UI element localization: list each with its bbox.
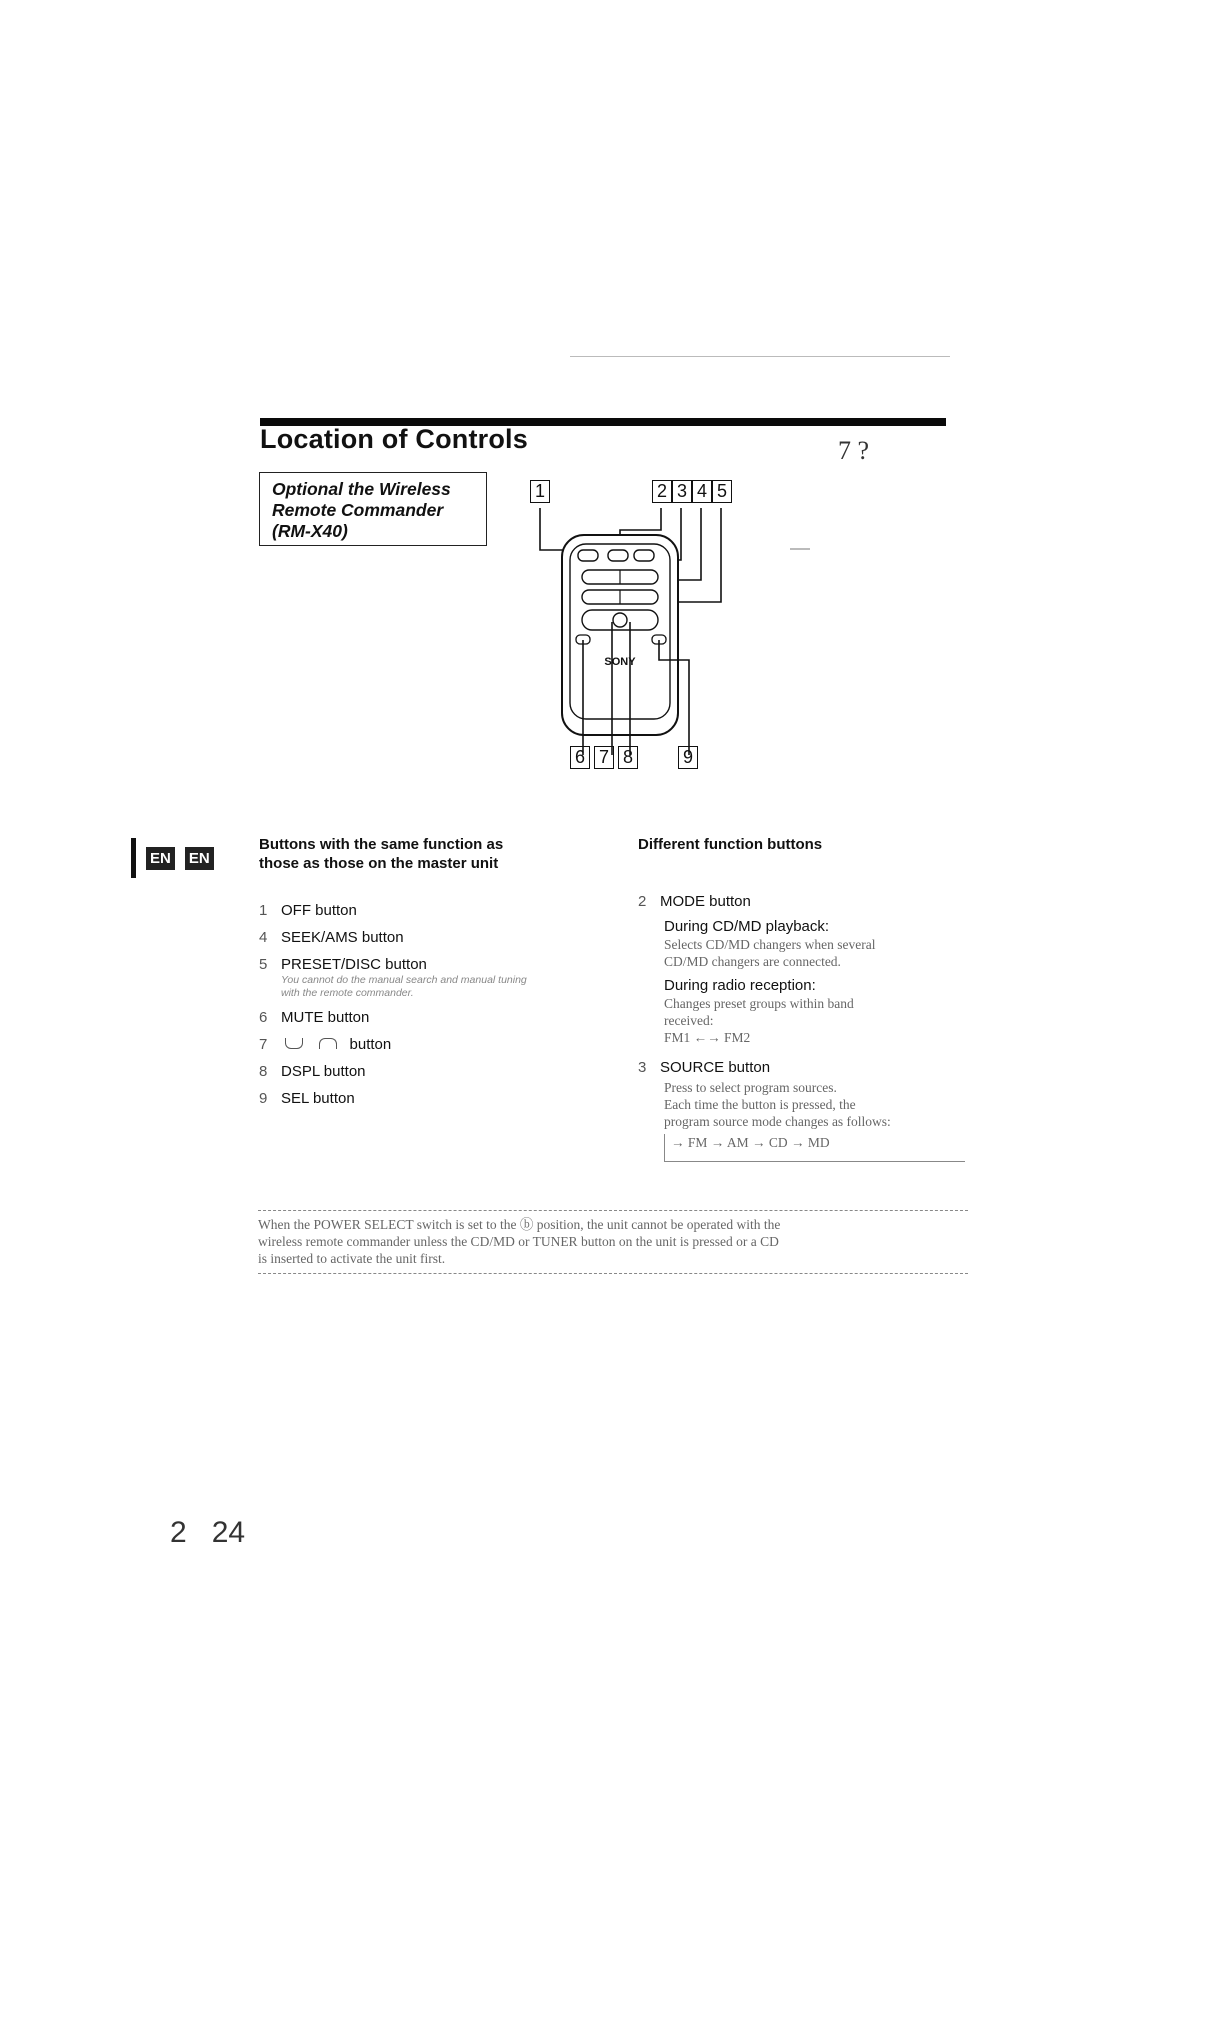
item-sel: 9 SEL button bbox=[259, 1090, 355, 1107]
item-mute: 6 MUTE button bbox=[259, 1009, 370, 1026]
item-disc-arrows: 7 button bbox=[259, 1036, 392, 1053]
mode-radio-sequence: FM1 ←→ FM2 bbox=[664, 1030, 751, 1045]
source-text-3: program source mode changes as follows: bbox=[664, 1114, 891, 1129]
mode-cd-text-2: CD/MD changers are connected. bbox=[664, 954, 841, 969]
language-badges bbox=[131, 838, 214, 878]
different-function-section bbox=[638, 835, 968, 1162]
different-function-heading: Different function buttons bbox=[638, 836, 823, 853]
source-text-1: Press to select program sources. bbox=[664, 1080, 837, 1095]
callout-2: 2 bbox=[652, 480, 672, 503]
mode-radio-text-1: Changes preset groups within band bbox=[664, 996, 854, 1011]
disc-down-icon bbox=[285, 1038, 303, 1049]
mode-cd-heading: During CD/MD playback: bbox=[664, 918, 830, 935]
note-line-1: When the POWER SELECT switch is set to the ⓑ position, the unit cannot be operated with the bbox=[258, 1217, 781, 1232]
callout-7: 7 bbox=[594, 746, 614, 769]
item-off: 1 OFF button bbox=[259, 902, 357, 919]
note-line-3: is inserted to activate the unit first. bbox=[258, 1251, 446, 1266]
optional-line-3: (RM-X40) bbox=[272, 521, 348, 541]
callout-4: 4 bbox=[692, 480, 712, 503]
optional-remote-box bbox=[259, 472, 487, 546]
en-badge-2: EN bbox=[185, 847, 214, 870]
item-seek: 4 SEEK/AMS button bbox=[259, 929, 404, 946]
same-function-section bbox=[259, 835, 589, 1108]
item-dspl: 8 DSPL button bbox=[259, 1063, 366, 1080]
scan-artifact-line bbox=[570, 356, 950, 357]
callout-5: 5 bbox=[712, 480, 732, 503]
optional-line-1: Optional the Wireless bbox=[272, 479, 451, 499]
page-number: 2 24 bbox=[170, 1516, 246, 1549]
margin-scribble: 7 ? bbox=[838, 436, 870, 465]
power-select-note bbox=[258, 1210, 968, 1274]
optional-line-2: Remote Commander bbox=[272, 500, 444, 520]
item-source: 3 SOURCE button bbox=[638, 1059, 771, 1076]
page-title: Location of Controls bbox=[260, 424, 528, 454]
callout-8: 8 bbox=[618, 746, 638, 769]
mode-radio-heading: During radio reception: bbox=[664, 977, 816, 994]
callout-9: 9 bbox=[678, 746, 698, 769]
mode-radio-text-2: received: bbox=[664, 1013, 714, 1028]
source-sequence-loop bbox=[664, 1151, 965, 1162]
note-line-2: wireless remote commander unless the CD/MD or TUNER button on the unit is pressed or a CD bbox=[258, 1234, 779, 1249]
item-preset: 5 PRESET/DISC button bbox=[259, 956, 427, 973]
disc-up-icon bbox=[319, 1038, 337, 1049]
source-text-2: Each time the button is pressed, the bbox=[664, 1097, 856, 1112]
en-badge-1: EN bbox=[146, 847, 175, 870]
preset-note-1: You cannot do the manual search and manual tuning bbox=[281, 974, 527, 986]
mode-cd-text-1: Selects CD/MD changers when several bbox=[664, 937, 876, 952]
item-mode: 2 MODE button bbox=[638, 893, 751, 910]
callout-1: 1 bbox=[530, 480, 550, 503]
remote-commander-illustration bbox=[530, 500, 770, 760]
callout-3: 3 bbox=[672, 480, 692, 503]
remote-brand-label: SONY bbox=[604, 656, 636, 668]
scan-speck bbox=[790, 548, 810, 550]
same-function-heading-2: those as those on the master unit bbox=[259, 855, 499, 872]
preset-note-2: with the remote commander. bbox=[281, 987, 414, 999]
callouts-6-8 bbox=[570, 746, 638, 769]
same-function-heading-1: Buttons with the same function as bbox=[259, 836, 504, 853]
callout-6: 6 bbox=[570, 746, 590, 769]
source-sequence: → FM → AM → CD → MD bbox=[664, 1134, 968, 1151]
